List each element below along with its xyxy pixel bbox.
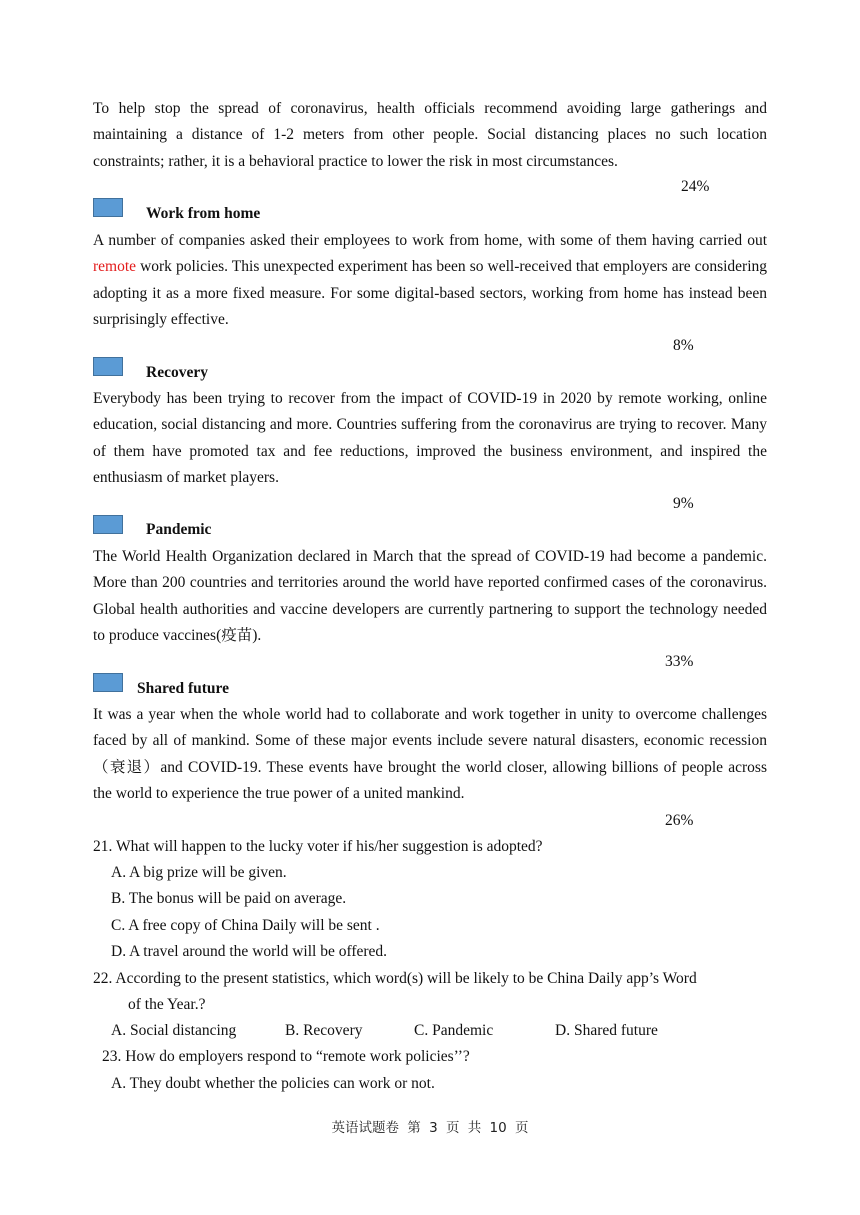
section-text-pandemic: The World Health Organization declared in March that the spread of COVID-19 had become a pandemic. More than 200 countries and territories around the world have reported confirmed cases of the coronavirus. Global health authorities and vaccine developers are currently partnering to support the technology needed to produce vaccines(疫苗). xyxy=(93,548,767,644)
footer-label: 页 xyxy=(515,1120,529,1136)
section-title-pandemic: Pandemic xyxy=(146,521,212,538)
option-22-c: C. Pandemic xyxy=(414,1022,494,1039)
page-footer xyxy=(0,1116,860,1136)
option-21-b: B. The bonus will be paid on average. xyxy=(111,890,347,907)
question-23: 23. How do employers respond to “remote work policies’’? xyxy=(102,1048,470,1065)
section-title-recovery: Recovery xyxy=(146,364,208,381)
percentage-shared-future: 26% xyxy=(665,812,694,829)
percentage-pandemic: 33% xyxy=(665,653,694,670)
section-text-work-from-home xyxy=(93,228,767,333)
section-text-recovery: Everybody has been trying to recover from the impact of COVID-19 in 2020 by remote working, online education, social distancing and more. Countries suffering from the coronavirus are trying to recover. Many of them have promoted tax and fee reductions, improved the business environment, and inspired the enthusiasm of market players. xyxy=(93,390,767,486)
option-22-d: D. Shared future xyxy=(555,1022,658,1039)
footer-page-number: 3 xyxy=(429,1120,438,1136)
text-segment: A number of companies asked their employees to work from home, with some of them having carried out xyxy=(93,232,767,249)
question-22: 22. According to the present statistics, which word(s) will be likely to be China Daily app’s Word xyxy=(93,970,697,987)
option-21-d: D. A travel around the world will be offered. xyxy=(111,943,388,960)
footer-label: 共 xyxy=(467,1120,482,1136)
question-22-continued: of the Year.? xyxy=(128,996,206,1013)
option-21-c: C. A free copy of China Daily will be sent . xyxy=(111,917,380,934)
text-segment: work policies. This unexpected experiment has been so well-received that employers are considering adopting it as a more fixed measure. For some digital-based sectors, working from home has instead been surprisingly effective. xyxy=(93,258,767,328)
section-title-work-from-home: Work from home xyxy=(146,205,261,222)
checkbox-icon[interactable] xyxy=(93,673,123,692)
footer-total-pages: 10 xyxy=(489,1120,507,1136)
section-text-shared-future: It was a year when the whole world had to collaborate and work together in unity to overcome challenges faced by all of mankind. Some of these major events include severe natural disasters, economic recession（衰退）and COVID-19. These events have brought the world closer, allowing billions of people across the world to experience the true power of a united mankind. xyxy=(93,706,767,802)
highlighted-word: remote xyxy=(93,258,137,276)
percentage-work-from-home: 8% xyxy=(673,337,694,354)
option-22-b: B. Recovery xyxy=(285,1022,363,1039)
checkbox-icon[interactable] xyxy=(93,515,123,534)
option-22-a: A. Social distancing xyxy=(111,1022,237,1039)
section-title-shared-future: Shared future xyxy=(137,680,230,697)
footer-title: 英语试题卷 xyxy=(331,1120,399,1136)
option-23-a: A. They doubt whether the policies can work or not. xyxy=(111,1075,435,1092)
checkbox-icon[interactable] xyxy=(93,357,123,376)
intro-paragraph: To help stop the spread of coronavirus, health officials recommend avoiding large gatherings and maintaining a distance of 1-2 meters from other people. Social distancing places no such location constraints; rather, it is a behavioral practice to lower the risk in most circumstances. xyxy=(93,100,767,170)
footer-label: 第 xyxy=(407,1120,421,1136)
question-21: 21. What will happen to the lucky voter if his/her suggestion is adopted? xyxy=(93,838,543,855)
intro-percentage: 24% xyxy=(681,178,710,195)
footer-label: 页 xyxy=(445,1120,460,1136)
option-21-a: A. A big prize will be given. xyxy=(111,864,287,881)
checkbox-icon[interactable] xyxy=(93,198,123,217)
percentage-recovery: 9% xyxy=(673,495,694,512)
